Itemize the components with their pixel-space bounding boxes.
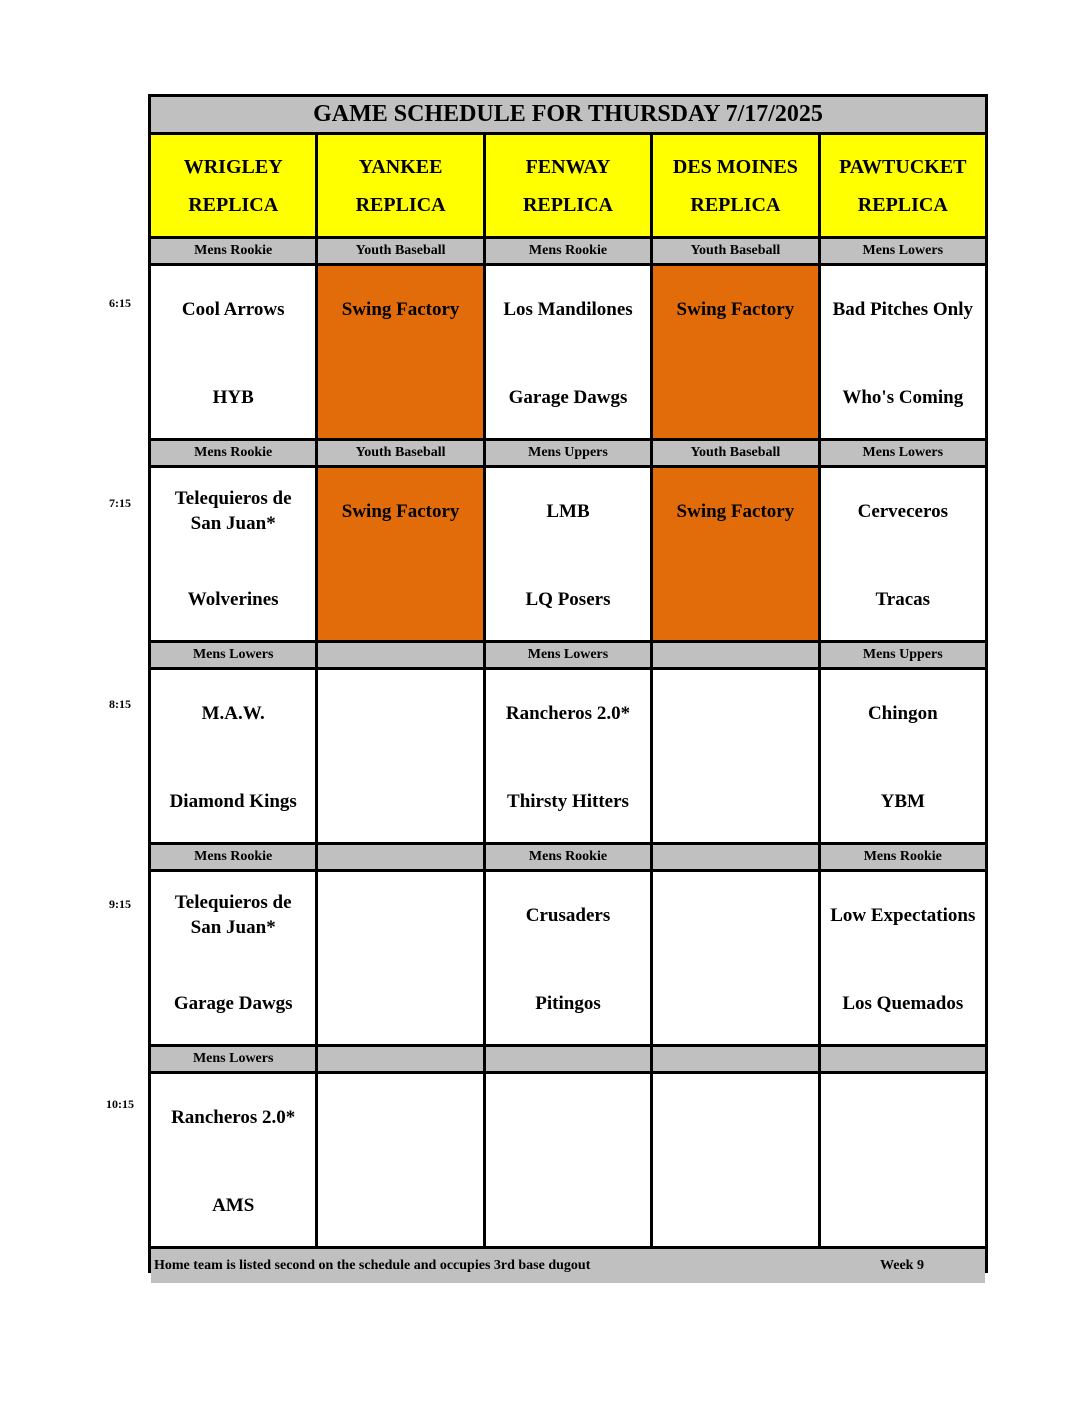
- time-label: 7:15: [109, 496, 131, 510]
- division-label: Mens Uppers: [821, 643, 985, 667]
- home-team: [653, 978, 817, 1028]
- home-team: Diamond Kings: [169, 790, 297, 812]
- schedule-title: GAME SCHEDULE FOR THURSDAY 7/17/2025: [151, 97, 985, 132]
- home-team: Pitingos: [535, 992, 601, 1014]
- time-label: 9:15: [109, 897, 131, 911]
- away-team: LMB: [546, 500, 590, 522]
- home-team: Garage Dawgs: [173, 992, 293, 1014]
- away-team: [821, 1092, 985, 1142]
- game-cell-empty: [318, 872, 482, 1044]
- division-label: Mens Rookie: [151, 845, 315, 869]
- home-team: [318, 776, 482, 826]
- home-team: [653, 1180, 817, 1230]
- field-header-wrigley: [151, 135, 315, 236]
- away-team: Swing Factory: [341, 298, 460, 320]
- time-label: 8:15: [109, 697, 131, 711]
- game-cell-empty: [653, 670, 817, 842]
- home-team: [318, 574, 482, 624]
- game-cell: [151, 872, 315, 1044]
- division-label: [318, 845, 482, 869]
- away-team: Los Mandilones: [503, 298, 633, 320]
- division-label: Mens Rookie: [151, 441, 315, 465]
- field-type: REPLICA: [522, 193, 613, 216]
- division-label: Mens Rookie: [821, 845, 985, 869]
- time-label: 10:15: [106, 1097, 134, 1111]
- game-cell-empty: [486, 1074, 650, 1246]
- away-team: [653, 1092, 817, 1142]
- home-team: Garage Dawgs: [508, 386, 628, 408]
- game-cell-booked: [653, 468, 817, 640]
- home-team: [653, 574, 817, 624]
- division-label: Mens Lowers: [821, 441, 985, 465]
- away-team: Rancheros 2.0*: [505, 702, 631, 724]
- home-team: [318, 372, 482, 422]
- division-label: Mens Uppers: [486, 441, 650, 465]
- home-team: Los Quemados: [842, 992, 964, 1014]
- game-cell: [151, 468, 315, 640]
- field-name: YANKEE: [358, 155, 443, 178]
- division-label: Youth Baseball: [653, 239, 817, 263]
- away-team: Swing Factory: [676, 298, 795, 320]
- game-cell: [486, 872, 650, 1044]
- game-cell: [821, 468, 985, 640]
- division-label: Mens Rookie: [151, 239, 315, 263]
- away-team: Swing Factory: [341, 500, 460, 522]
- field-header-des-moines: [653, 135, 817, 236]
- away-team: [486, 1092, 650, 1142]
- home-team: Tracas: [875, 588, 931, 610]
- game-cell-booked: [653, 266, 817, 438]
- field-header-yankee: [318, 135, 482, 236]
- field-type: REPLICA: [355, 193, 446, 216]
- division-label: [653, 643, 817, 667]
- division-label: Youth Baseball: [653, 441, 817, 465]
- field-type: REPLICA: [857, 193, 948, 216]
- division-label: [653, 845, 817, 869]
- field-name: PAWTUCKET: [839, 155, 967, 178]
- home-team: [821, 1180, 985, 1230]
- away-team: M.A.W.: [201, 702, 265, 724]
- division-label: [821, 1047, 985, 1071]
- game-cell-empty: [318, 1074, 482, 1246]
- away-team: Low Expectations: [830, 904, 976, 926]
- away-team: Swing Factory: [676, 500, 795, 522]
- home-team: [653, 776, 817, 826]
- game-cell: [821, 266, 985, 438]
- field-name: WRIGLEY: [183, 155, 283, 178]
- division-label: Mens Lowers: [151, 643, 315, 667]
- away-team: [653, 688, 817, 738]
- division-label: Youth Baseball: [318, 239, 482, 263]
- division-label: [653, 1047, 817, 1071]
- schedule-table: [148, 94, 988, 1273]
- field-header-fenway: [486, 135, 650, 236]
- division-label: [318, 643, 482, 667]
- game-cell: [486, 266, 650, 438]
- away-team: [653, 890, 817, 940]
- home-team: [486, 1180, 650, 1230]
- division-label: [486, 1047, 650, 1071]
- home-team: LQ Posers: [525, 588, 611, 610]
- away-team: Chingon: [867, 702, 938, 724]
- field-name: DES MOINES: [672, 155, 798, 178]
- home-team: Thirsty Hitters: [507, 790, 629, 812]
- away-team: [318, 1092, 482, 1142]
- game-cell: [151, 266, 315, 438]
- game-cell: [821, 670, 985, 842]
- field-header-pawtucket: [821, 135, 985, 236]
- division-label: Mens Lowers: [151, 1047, 315, 1071]
- away-team: Crusaders: [525, 904, 611, 926]
- away-team: [318, 688, 482, 738]
- away-team: Cerveceros: [857, 500, 948, 522]
- game-cell: [151, 670, 315, 842]
- week-label: Week 9: [880, 1258, 924, 1273]
- away-team: Cool Arrows: [181, 298, 285, 320]
- division-label: Mens Lowers: [486, 643, 650, 667]
- division-label: Youth Baseball: [318, 441, 482, 465]
- game-cell: [151, 1074, 315, 1246]
- game-cell-empty: [318, 670, 482, 842]
- home-team: AMS: [212, 1194, 255, 1216]
- field-name: FENWAY: [525, 155, 611, 178]
- game-cell: [486, 670, 650, 842]
- division-label: [318, 1047, 482, 1071]
- game-cell: [821, 872, 985, 1044]
- away-team: Bad Pitches Only: [832, 298, 973, 320]
- division-label: Mens Rookie: [486, 239, 650, 263]
- home-team: HYB: [212, 386, 254, 408]
- footer-note: Home team is listed second on the schedule and occupies 3rd base dugout: [154, 1258, 591, 1273]
- home-team: [653, 372, 817, 422]
- home-team: [318, 1180, 482, 1230]
- away-team: [318, 890, 482, 940]
- home-team: Wolverines: [187, 588, 279, 610]
- schedule-footer: [151, 1249, 985, 1283]
- home-team: Who's Coming: [842, 386, 964, 408]
- home-team: [318, 978, 482, 1028]
- division-label: Mens Lowers: [821, 239, 985, 263]
- field-type: REPLICA: [690, 193, 781, 216]
- field-type: REPLICA: [188, 193, 279, 216]
- game-cell-booked: [318, 266, 482, 438]
- away-team: Telequieros de San Juan*: [174, 488, 292, 534]
- game-cell-empty: [653, 872, 817, 1044]
- away-team: Rancheros 2.0*: [171, 1106, 296, 1128]
- division-label: Mens Rookie: [486, 845, 650, 869]
- game-cell-empty: [653, 1074, 817, 1246]
- home-team: YBM: [880, 790, 925, 812]
- game-cell: [486, 468, 650, 640]
- game-cell-empty: [821, 1074, 985, 1246]
- time-label: 6:15: [109, 296, 131, 310]
- away-team: Telequieros de San Juan*: [174, 892, 292, 938]
- game-cell-booked: [318, 468, 482, 640]
